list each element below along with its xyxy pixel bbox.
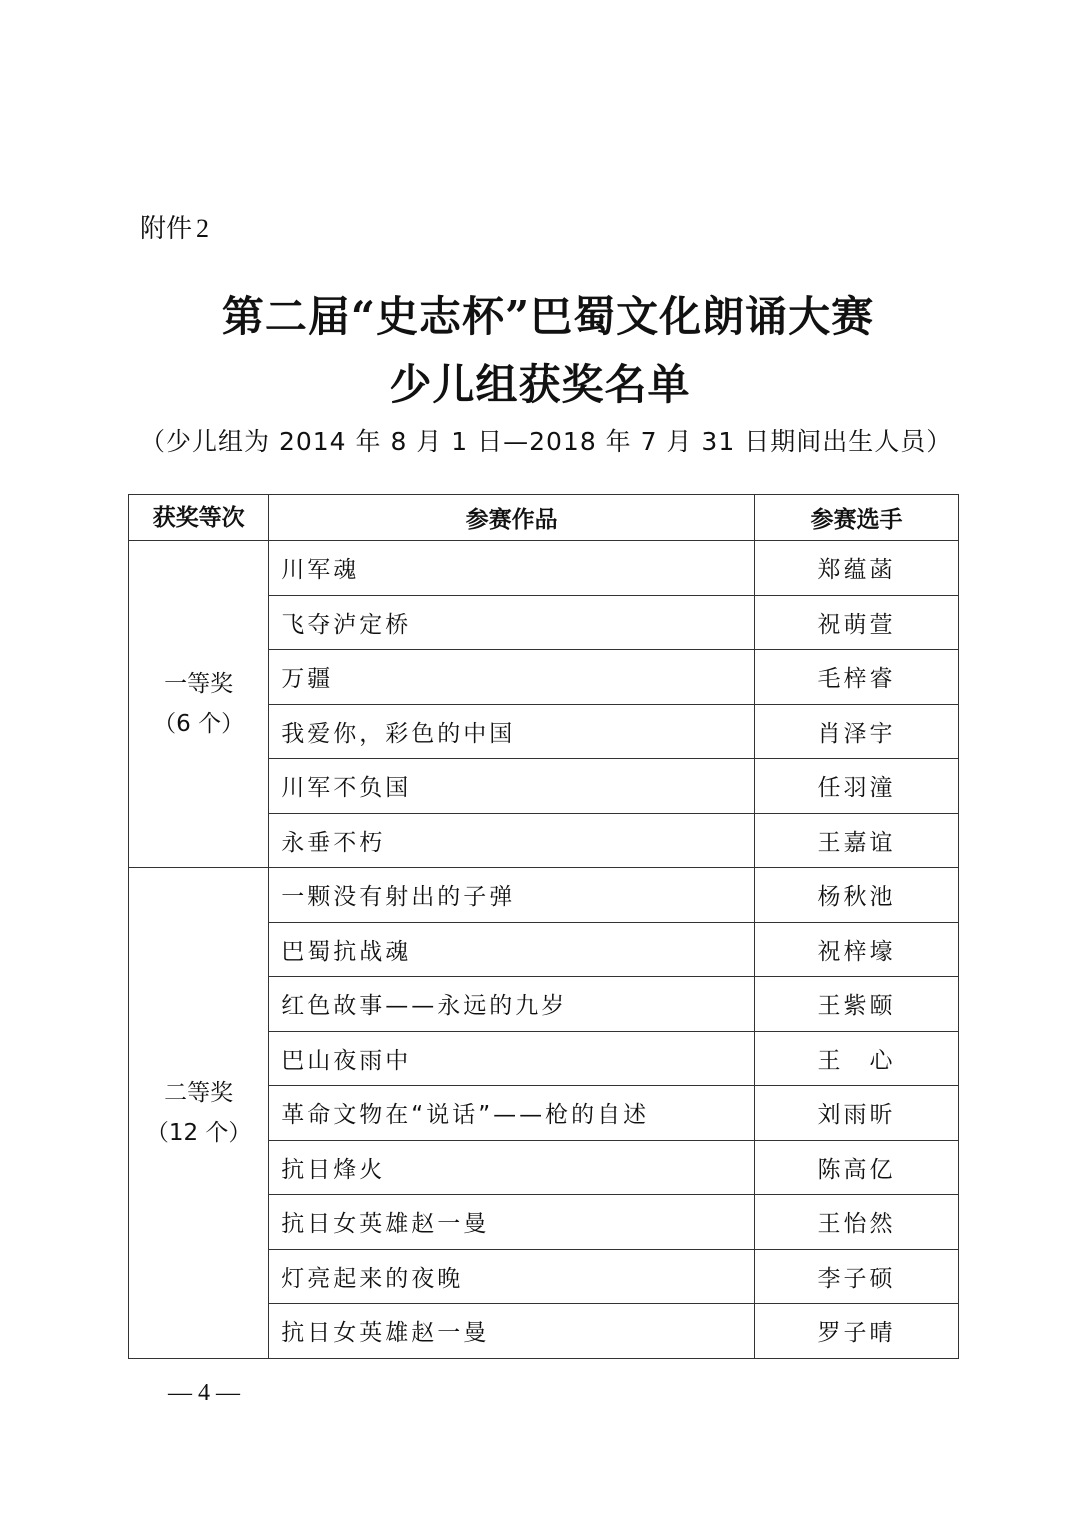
table-row (129, 541, 959, 596)
work-cell: 抗日烽火 (269, 1140, 755, 1195)
work-cell: 抗日女英雄赵一曼 (269, 1195, 755, 1250)
participant-cell: 王怡然 (754, 1195, 958, 1250)
rank-cell-first-prize (129, 541, 269, 868)
work-cell: 抗日女英雄赵一曼 (269, 1304, 755, 1359)
attachment-label (140, 208, 209, 245)
participant-cell: 毛梓睿 (754, 650, 958, 705)
header-rank: 获奖等次 (129, 495, 269, 541)
rank-label: 一等奖 (164, 671, 234, 697)
page-number: — 4 — (168, 1380, 240, 1406)
rank-count: （12 个） (145, 1119, 252, 1146)
work-cell: 万疆 (269, 650, 755, 705)
work-cell: 川军魂 (269, 541, 755, 596)
participant-cell: 王紫颐 (754, 977, 958, 1032)
rank-cell-second-prize (129, 868, 269, 1359)
work-cell: 永垂不朽 (269, 813, 755, 868)
table-row (129, 868, 959, 923)
participant-cell: 王嘉谊 (754, 813, 958, 868)
participant-cell: 肖泽宇 (754, 704, 958, 759)
work-cell: 革命文物在“说话”——枪的自述 (269, 1086, 755, 1141)
work-cell: 一颗没有射出的子弹 (269, 868, 755, 923)
participant-cell: 陈高亿 (754, 1140, 958, 1195)
attachment-number: 2 (196, 214, 210, 243)
participant-cell: 刘雨昕 (754, 1086, 958, 1141)
participant-cell: 杨秋池 (754, 868, 958, 923)
awards-table (128, 494, 959, 1359)
participant-cell: 郑蕴菡 (754, 541, 958, 596)
participant-cell: 任羽潼 (754, 759, 958, 814)
participant-cell: 王 心 (754, 1031, 958, 1086)
work-cell: 红色故事——永远的九岁 (269, 977, 755, 1032)
attachment-label-text: 附件 (140, 214, 193, 244)
participant-cell: 罗子晴 (754, 1304, 958, 1359)
document-subtitle-title: 少儿组获奖名单 (389, 360, 691, 409)
work-cell: 灯亮起来的夜晚 (269, 1249, 755, 1304)
table-header-row (129, 495, 959, 541)
participant-cell: 祝梓壕 (754, 922, 958, 977)
work-cell: 川军不负国 (269, 759, 755, 814)
work-cell: 巴蜀抗战魂 (269, 922, 755, 977)
work-cell: 飞夺泸定桥 (269, 595, 755, 650)
rank-count: （6 个） (153, 711, 245, 737)
participant-cell: 祝萌萱 (754, 595, 958, 650)
eligibility-note: （少儿组为 2014 年 8 月 1 日—2018 年 7 月 31 日期间出生人员） (140, 427, 953, 456)
header-work: 参赛作品 (269, 495, 755, 541)
work-cell: 巴山夜雨中 (269, 1031, 755, 1086)
participant-cell: 李子硕 (754, 1249, 958, 1304)
header-participant: 参赛选手 (754, 495, 958, 541)
rank-label: 二等奖 (164, 1079, 234, 1106)
document-title: 第二届“史志杯”巴蜀文化朗诵大赛 (221, 292, 875, 341)
work-cell: 我爱你，彩色的中国 (269, 704, 755, 759)
